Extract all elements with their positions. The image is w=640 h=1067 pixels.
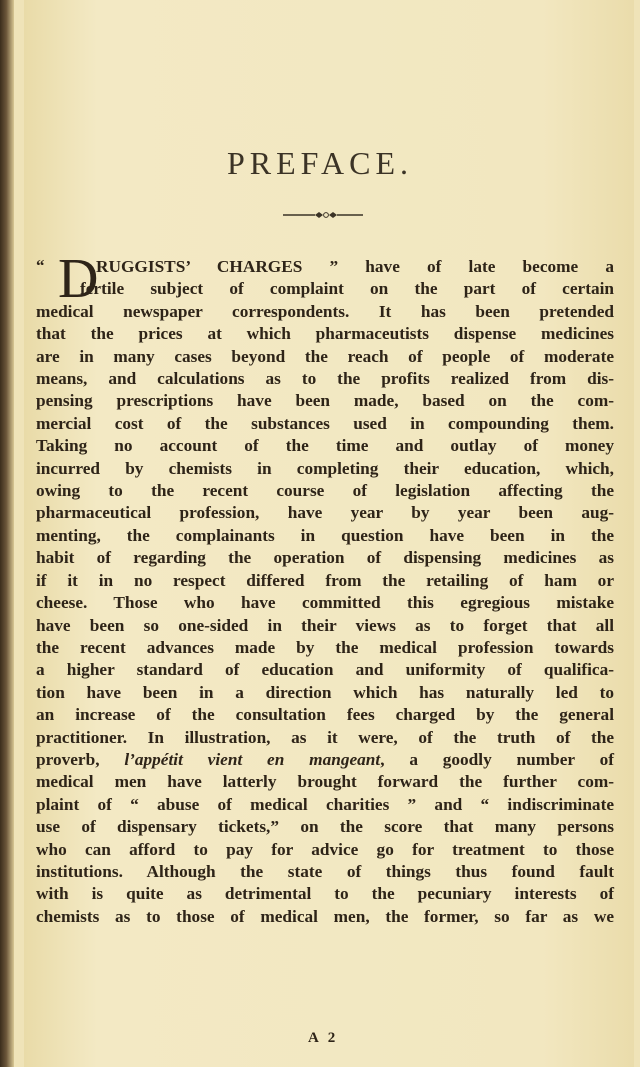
text-line: the recent advances made by the medical profession towards (36, 637, 614, 657)
text-line: use of dispensary tickets,” on the score that many persons (36, 817, 614, 837)
text-line: who can afford to pay for advice go for treatment to those (36, 839, 614, 859)
text-line: menting, the complainants in question have been in the (36, 525, 614, 545)
text-line: medical newspaper correspondents. It has been pretended (36, 301, 614, 321)
preface-body-text (36, 248, 614, 928)
text-line: mercial cost of the substances used in compounding them. (36, 413, 614, 433)
signature-mark: A 2 (308, 1030, 339, 1046)
text-line: a higher standard of education and uniformity of qualifica- (36, 660, 614, 680)
text-line: are in many cases beyond the reach of people of moderate (36, 346, 614, 366)
proverb-italic: l’appétit vient en mangeant (124, 749, 381, 769)
text-line: fertile subject of complaint on the part of certain (80, 279, 614, 299)
text-line: means, and calculations as to the profits realized from dis- (36, 369, 614, 389)
opening-quote-mark: “ (36, 256, 45, 275)
text-line: medical men have latterly brought forward the further com- (36, 772, 614, 792)
text-line: pharmaceutical profession, have year by year been aug- (36, 503, 614, 523)
text-line: cheese. Those who have committed this egregious mistake (36, 593, 614, 613)
text-line: RUGGISTS’ CHARGES ” have of late become a (96, 257, 614, 276)
text-line: practitioner. In illustration, as it were, of the truth of the (36, 727, 614, 747)
drop-cap-letter: D (58, 248, 99, 310)
text-line: have been so one-sided in their views as to forget that all (36, 615, 614, 635)
text-line: plaint of “ abuse of medical charities ” and “ indiscriminate (36, 794, 614, 814)
text-line: an increase of the consultation fees charged by the general (36, 705, 614, 725)
proverb-suffix: , a goodly number of (380, 749, 614, 769)
text-line: if it in no respect differed from the retailing of ham or (36, 570, 614, 590)
text-line: pensing prescriptions have been made, based on the com- (36, 391, 614, 411)
proverb-prefix: proverb, (36, 749, 125, 769)
text-line: tion have been in a direction which has naturally led to (36, 682, 614, 702)
text-line-proverb (36, 749, 614, 771)
title-ornament-rule (283, 210, 363, 220)
text-line: habit of regarding the operation of dispensing medicines as (36, 548, 614, 568)
page-title: PREFACE. (226, 145, 414, 182)
text-line: incurred by chemists in completing their education, which, (36, 458, 614, 478)
text-line: owing to the recent course of legislation affecting the (36, 481, 614, 501)
text-line: with is quite as detrimental to the pecuniary interests of (36, 884, 614, 904)
text-line: Taking no account of the time and outlay of money (36, 436, 614, 456)
text-line: that the prices at which pharmaceutists dispense medicines (36, 324, 614, 344)
text-line: institutions. Although the state of things thus found fault (36, 861, 614, 881)
text-line: chemists as to those of medical men, the former, so far as we (36, 906, 614, 926)
